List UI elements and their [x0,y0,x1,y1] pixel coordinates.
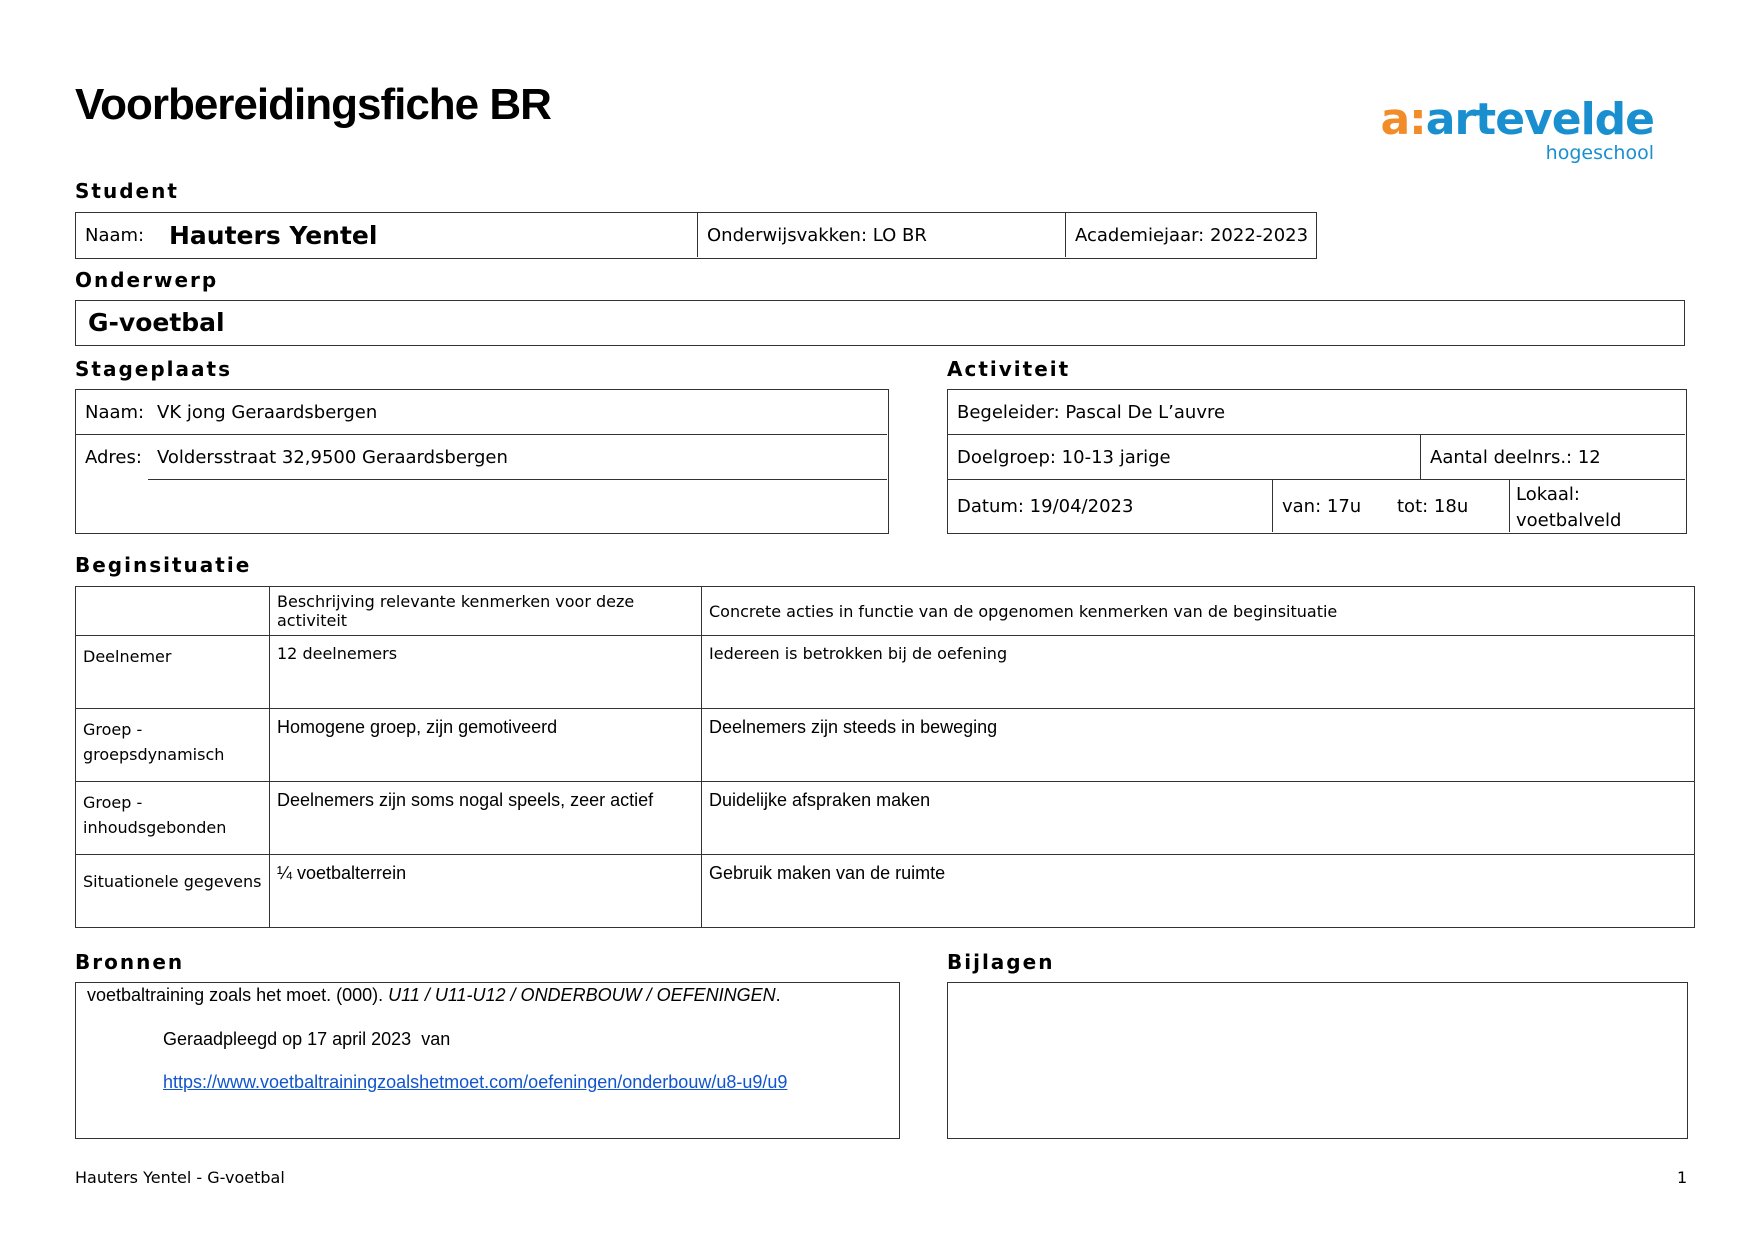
row-label: Deelnemer [76,636,270,709]
stageplaats-adres-value: Voldersstraat 32,9500 Geraardsbergen [157,446,508,468]
activiteit-tot: tot: 18u [1397,495,1469,517]
bijlagen-box [947,982,1688,1139]
section-student: Student [75,179,179,203]
bronnen-box [75,982,900,1139]
student-naam-value: Hauters Yentel [169,220,378,250]
header-cell-empty [76,587,270,636]
lokaal-value: voetbalveld [1516,510,1622,531]
row-label: Groep - groepsdynamisch [76,709,270,782]
beginsituatie-table [75,586,1695,928]
bronnen-reference: voetbaltraining zoals het moet. (000). U11 / U11-U12 / ONDERBOUW / OEFENINGEN. [87,985,781,1005]
lokaal-label: Lokaal: [1516,484,1580,505]
section-bronnen: Bronnen [75,950,185,974]
activiteit-datum: Datum: 19/04/2023 [957,495,1134,517]
table-row [76,636,1695,709]
artevelde-logo [1380,94,1654,164]
activiteit-aantal: Aantal deelnrs.: 12 [1430,446,1601,468]
student-onderwijsvakken: Onderwijsvakken: LO BR [707,224,927,246]
onderwerp-box [75,300,1685,346]
row-acties: Deelnemers zijn steeds in beweging [702,709,1695,782]
section-activiteit: Activiteit [947,357,1071,381]
row-beschrijving: ¼ voetbalterrein [270,855,702,928]
table-header-row [76,587,1695,636]
section-onderwerp: Onderwerp [75,268,219,292]
page-number: 1 [1677,1168,1688,1187]
onderwerp-value: G-voetbal [88,308,225,337]
logo-prefix: a: [1380,94,1426,145]
activiteit-doelgroep: Doelgroep: 10-13 jarige [957,446,1171,468]
stageplaats-naam-value: VK jong Geraardsbergen [157,401,378,423]
logo-subtitle: hogeschool [1545,142,1654,164]
header-beschrijving: Beschrijving relevante kenmerken voor deze activiteit [270,587,702,636]
table-row [76,855,1695,928]
logo-brand: artevelde [1425,94,1654,145]
row-acties: Gebruik maken van de ruimte [702,855,1695,928]
student-academiejaar: Academiejaar: 2022-2023 [1075,224,1309,246]
row-beschrijving: Homogene groep, zijn gemotiveerd [270,709,702,782]
activiteit-lokaal [1516,482,1621,534]
activiteit-box [947,389,1687,534]
row-beschrijving: 12 deelnemers [270,636,702,709]
row-acties: Iedereen is betrokken bij de oefening [702,636,1695,709]
section-bijlagen: Bijlagen [947,950,1055,974]
section-stageplaats: Stageplaats [75,357,232,381]
stageplaats-adres-label: Adres: [85,446,142,468]
activiteit-van: van: 17u [1282,495,1362,517]
student-box [75,212,1317,259]
stageplaats-naam-label: Naam: [85,401,145,423]
header-acties: Concrete acties in functie van de opgenomen kenmerken van de beginsituatie [702,587,1695,636]
page-title: Voorbereidingsfiche BR [75,80,551,129]
section-beginsituatie: Beginsituatie [75,553,252,577]
bronnen-link[interactable]: https://www.voetbaltrainingzoalshetmoet.com/oefeningen/onderbouw/u8-u9/u9 [163,1072,788,1092]
row-acties: Duidelijke afspraken maken [702,782,1695,855]
row-label: Groep - inhoudsgebonden [76,782,270,855]
bronnen-reference-title: U11 / U11-U12 / ONDERBOUW / OEFENINGEN [388,985,776,1005]
student-naam-label: Naam: [85,224,145,246]
stageplaats-box [75,389,889,534]
table-row [76,782,1695,855]
bronnen-geraadpleegd: Geraadpleegd op 17 april 2023 van [163,1029,451,1049]
table-row [76,709,1695,782]
row-beschrijving: Deelnemers zijn soms nogal speels, zeer actief [270,782,702,855]
footer-text: Hauters Yentel - G-voetbal [75,1168,285,1187]
row-label: Situationele gegevens [76,855,270,928]
activiteit-begeleider: Begeleider: Pascal De L’auvre [957,401,1226,423]
